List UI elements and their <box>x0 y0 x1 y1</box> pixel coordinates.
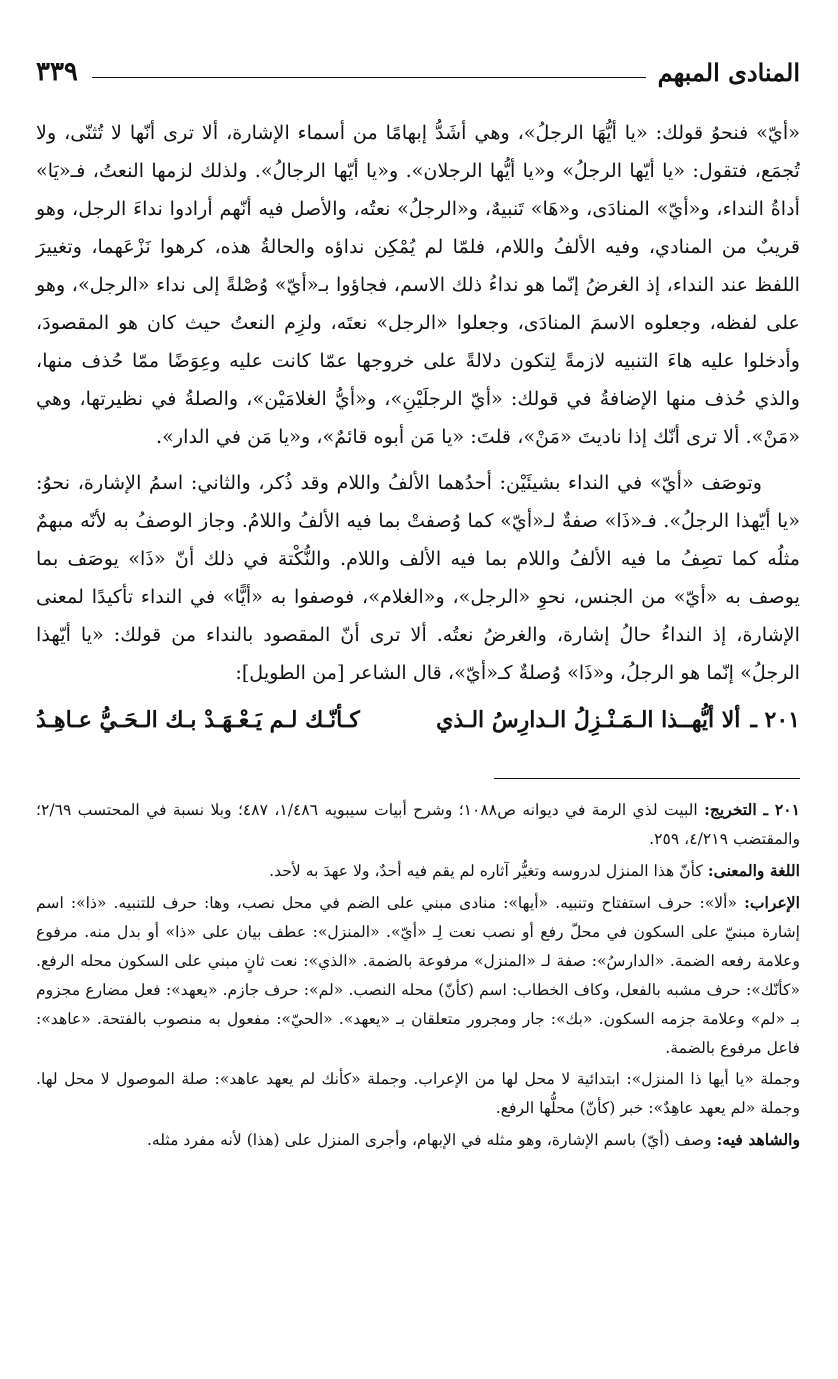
footnote-shahid <box>36 1125 800 1155</box>
header-rule <box>92 77 646 78</box>
verse-number: ٢٠١ ـ <box>750 707 800 733</box>
shahid-label: والشاهد فيه: <box>716 1130 800 1149</box>
shahid-text: وصف (أيّ) باسم الإشارة، وهو مثله في الإبهام، وأجرى المنزل على (هذا) لأنه مفرد مثله. <box>146 1131 712 1149</box>
footnote-separator <box>494 778 800 779</box>
verse-second-hemistich: كـأنّـك لـم يَـعْـهَـدْ بـك الـحَـيُّ عـاهِـدُ <box>36 707 360 733</box>
footnote-irab <box>36 888 800 1063</box>
irab-text: «ألا»: حرف استفتاح وتنبيه. «أيها»: منادى مبني على الضم في محل نصب، وها: حرف للتنبيه. «ذا»: اسم إشارة مبنيّ على السكون في محلّ رفع أو نصب نعت لِـ «أيّ». «المنزل»: عطف بيان على «ذا» أو بدل منه. مرفوع وعلامة رفعه الضمة. «الدارسُ»: صفة لـ «المنزل» مرفوعة بالضمة. «الذي»: نعت ثانٍ مبني على السكون محله الرفع. «كأنّك»: حرف مشبه بالفعل، وكاف الخطاب: اسم (كأنّ) محله النصب. «لم»: حرف جازم. «يعهد»: فعل مضارع مجزوم بـ «لم» وعلامة جزمه السكون. «بك»: جار ومجرور متعلقان بـ «يعهد». «الحيّ»: مفعول به منصوب بالفتحة. «عاهد»: فاعل مرفوع بالضمة. <box>36 894 800 1057</box>
poetry-verse <box>36 700 800 740</box>
paragraph-2: وتوصَف «أيّ» في النداء بشيئَيْن: أحدُهما الألفُ واللام وقد ذُكر، والثاني: اسمُ الإشارة، نحوُ: «يا أيّهذا الرجلُ». فـ«ذَا» صفةٌ لـ«أيّ» كما وُصفتْ بما فيه الألفُ واللامُ. وجاز الوصفُ به لأنّه مبهمٌ مثلُه كما تصِفُ ما فيه الألفُ واللام بما فيه الألف واللام. والنُّكْتة في ذلك أنّ «ذَا» يوصَف بما يوصف به «أيّ» من الجنس، نحوِ «الرجل»، و«الغلام»، فوصفوا به «أيًّا» في النداء تأكيدًا لمعنى الإشارة، إذ النداءُ حالُ إشارة، والغرضُ نعتُه. ألا ترى أنّ المقصود بالنداء من قولك: «يا أيّهذا الرجلُ» إنّما هو الرجلُ، و«ذَا» وُصلةٌ كـ«أيّ»، قال الشاعر [من الطويل]: <box>36 471 800 684</box>
lugha-label: اللغة والمعنى: <box>707 861 800 880</box>
takhrij-label: ٢٠١ ـ التخريج: <box>704 800 800 819</box>
footnotes <box>36 795 800 1155</box>
page-number: ٣٣٩ <box>36 57 78 87</box>
footnote-takhrij <box>36 795 800 854</box>
lugha-text: كأنّ هذا المنزل لدروسه وتغيُّر آثاره لم يقم فيه أحدٌ، ولا عهدَ به لأحد. <box>269 862 703 880</box>
running-title: المنادى المبهم <box>657 57 800 87</box>
main-text <box>36 114 800 692</box>
takhrij-text: البيت لذي الرمة في ديوانه ص١٠٨٨؛ وشرح أبيات سيبويه ١/٤٨٦، ٤٨٧؛ وبلا نسبة في المحتسب ٢/٦٩؛ والمقتضب ٤/٢١٩، ٢٥٩. <box>36 801 800 848</box>
irab-label: الإعراب: <box>744 893 800 912</box>
verse-first-hemistich: ألا أيُّهــذا الـمَـنْـزِلُ الـدارِسُ الـذي <box>436 707 741 733</box>
footnote-jumla: وجملة «يا أيها ذا المنزل»: ابتدائية لا محل لها من الإعراب. وجملة «كأنك لم يعهد عاهد»: صلة الموصول لا محل لها. وجملة «لم يعهد عاهِدٌ»: خبر (كأنّ) محلُّها الرفع. <box>36 1070 800 1117</box>
footnote-lugha <box>36 856 800 886</box>
paragraph-1: «أيّ» فنحوُ قولك: «يا أيُّهَا الرجلُ»، وهي أشَدُّ إبهامًا من أسماء الإشارة، ألا ترى أنّها لا تُثنّى، ولا تُجمَع، فتقول: «يا أيّها الرجلُ» و«يا أيُّها الرجلان». و«يا أيّها الرجالُ». ولذلك لزمها النعتُ، فـ«يَا» أداةُ النداء، و«أيّ» المنادَى، و«هَا» تَنبيهٌ، و«الرجلُ» نعتُه، والأصل فيه أنّهم أرادوا نداءَ الرجل، وهو قريبٌ من المنادي، وفيه الألفُ واللام، فلمّا لم يُمْكِن نداؤه والحالةُ هذه، كرهوا نَزْعَهما، وتغييرَ اللفظ عند النداء، إذ الغرضُ إنّما هو نداءُ ذلك الاسم، فجاؤوا بـ«أيّ» وُصْلةً إلى نداء «الرجل»، وهو على لفظه، وجعلوه الاسمَ المنادَى، وجعلوا «الرجل» نعتَه، ولزِم النعتُ حيث كان هو المقصودَ، وأدخلوا عليه هاءَ التنبيه لازمةً لِتكون دلالةً على خروجها عمّا كانت عليه وعِوَضًا ممّا حُذف منها، والذي حُذف منها الإضافةُ في قولك: «أيّ الرجلَيْنِ»، و«أيُّ الغلامَيْن»، والصلةُ في نظيرتها، وهي «مَنْ». ألا ترى أنّك إذا ناديتَ «مَنْ»، قلتَ: «يا مَن أبوه قائمٌ»، و«يا مَن في الدار». <box>36 121 800 448</box>
running-header <box>36 52 800 92</box>
